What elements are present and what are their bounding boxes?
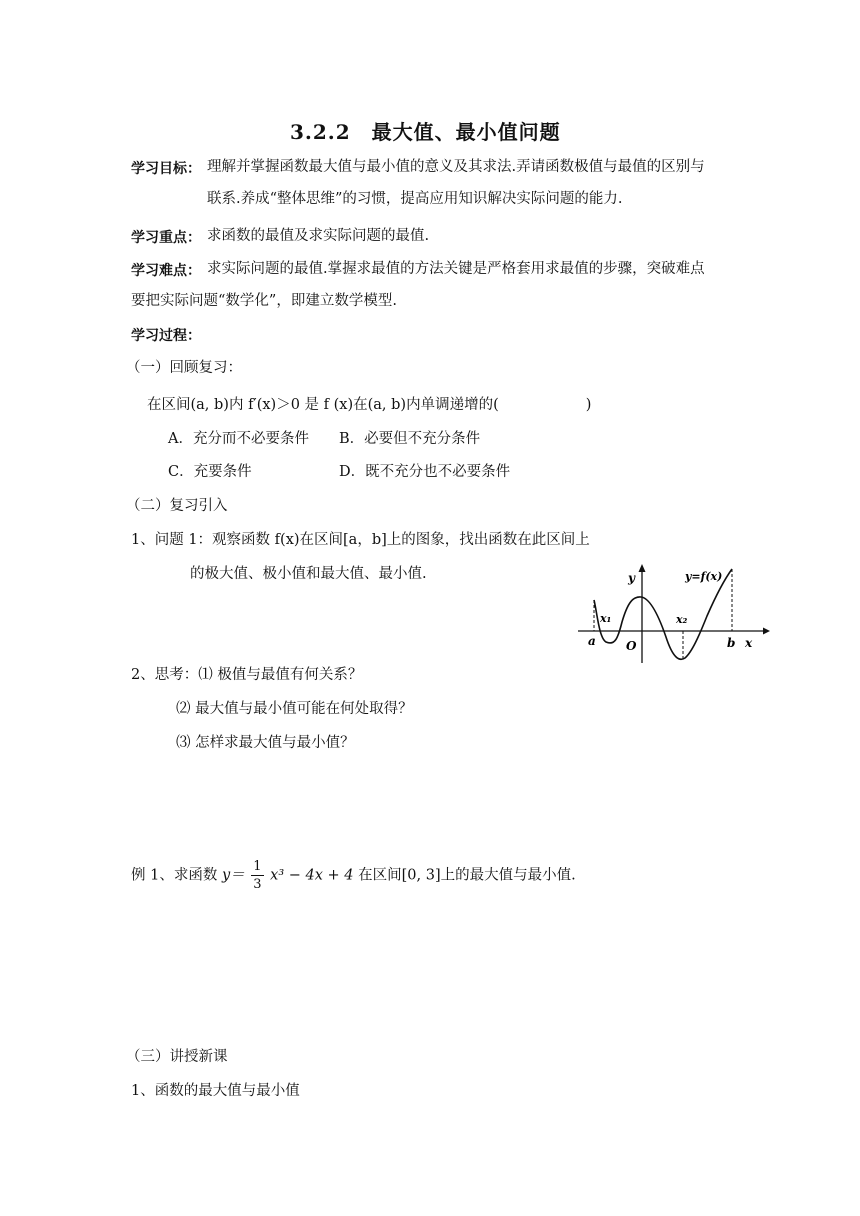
fraction-denominator: 3 [253,877,262,892]
key-points-text: 求函数的最值及求实际问题的最值. [207,228,430,244]
review-heading: （一）回顾复习： [126,360,242,376]
fraction-numerator: 1 [253,859,262,874]
think-line1: 2、思考：⑴ 极值与最值有何关系？ [131,667,363,683]
difficulties-line2: 要把实际问题“数学化”，即建立数学模型. [131,293,397,309]
objectives-line2: 联系.养成“整体思维”的习惯，提高应用知识解决实际问题的能力. [207,191,623,207]
objectives-line1: 理解并掌握函数最大值与最小值的意义及其求法.弄请函数极值与最值的区别与 [207,159,705,175]
example1-prefix: 例 1、求函数 [131,867,222,884]
function-label: y=f(x) [685,570,723,583]
example1 [131,858,576,902]
y-axis-label: y [628,571,635,585]
x-axis-label: x [745,636,753,650]
problem1-line1: 1、问题 1：观察函数 f(x)在区间[a，b]上的图象，找出函数在此区间上 [131,532,590,548]
a-label: a [588,634,596,648]
think-line3: ⑶ 怎样求最大值与最小值？ [176,735,355,751]
page-title: 3.2.2 最大值、最小值问题 [290,120,561,144]
problem1-line2: 的极大值、极小值和最大值、最小值. [190,566,427,582]
example1-expression: x³ − 4x + 4 [270,867,354,884]
new-lesson-item1: 1、函数的最大值与最小值 [131,1083,300,1099]
option-b: B．必要但不充分条件 [339,431,481,447]
review-question: 在区间(a, b)内 f′(x)＞0 是 f (x)在(a, b)内单调递增的( ) [147,397,592,413]
b-label: b [727,636,736,650]
origin-label: O [626,639,637,653]
option-d: D．既不充分也不必要条件 [339,464,511,480]
y-axis-arrow [639,564,646,572]
difficulties-label: 学习难点： [131,263,201,279]
x-axis-arrow [763,628,770,635]
objectives-label: 学习目标： [131,161,201,177]
option-c: C．充要条件 [168,464,252,480]
x1-label: x₁ [600,612,612,625]
new-lesson-heading: （三）讲授新课 [126,1049,228,1065]
example1-y: y＝ [221,867,245,884]
process-label: 学习过程： [131,328,201,344]
key-points-label: 学习重点： [131,230,201,246]
example1-suffix: 在区间[0, 3]上的最大值与最小值. [358,867,576,884]
fraction [251,858,263,893]
option-a: A．充分而不必要条件 [168,431,309,447]
function-graph [575,560,770,665]
think-line2: ⑵ 最大值与最小值可能在何处取得？ [176,701,413,717]
x2-label: x₂ [676,613,688,626]
difficulties-line1: 求实际问题的最值.掌握求最值的方法关键是严格套用求最值的步骤，突破难点 [207,261,705,277]
intro-heading: （二）复习引入 [126,498,228,514]
